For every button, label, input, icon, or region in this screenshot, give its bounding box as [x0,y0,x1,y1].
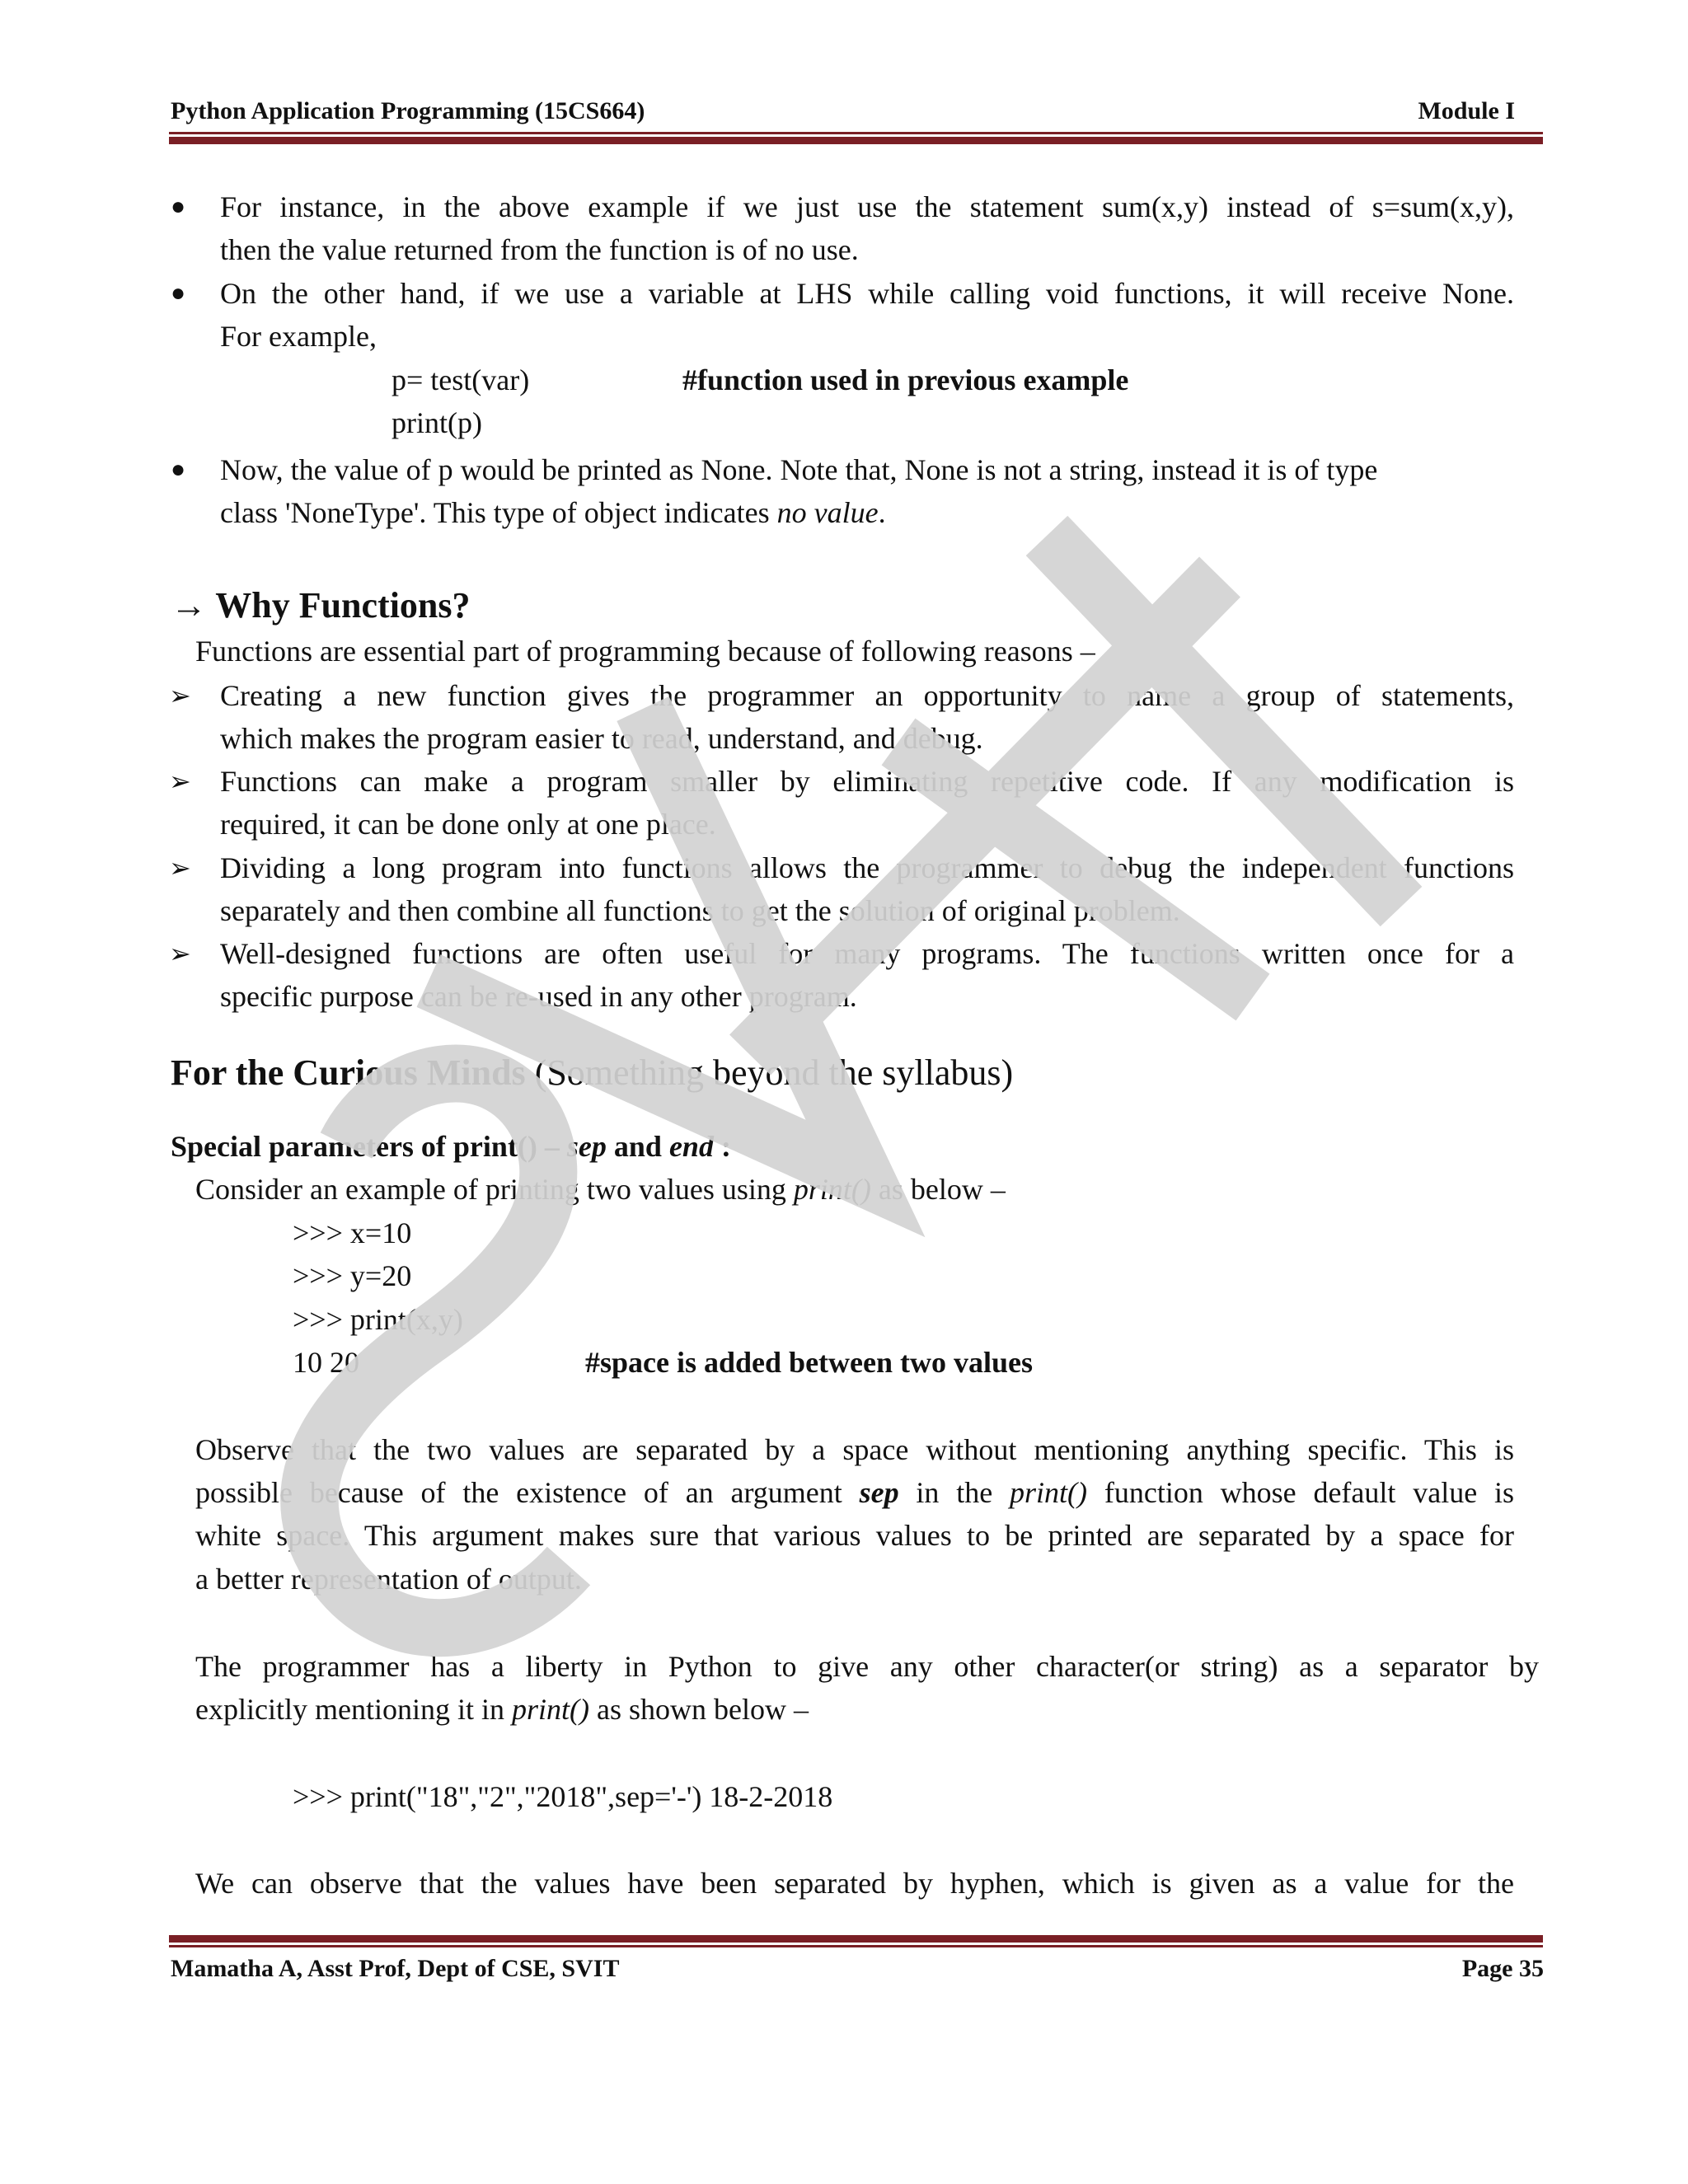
code-line: >>> y=20 [293,1259,412,1292]
code-line: 10 20 [293,1346,359,1379]
header-title: Python Application Programming (15CS664) [171,97,645,124]
para-1-line-4: a better representation of output. [195,1563,582,1596]
para-3-line-1: We can observe that the values have been separated by hyphen, which is given as a value for the [195,1867,1514,1900]
para-1-line-1: Observe that the two values are separated by a space without mentioning anything specific. This is [195,1433,1514,1466]
footer-rule-thick [169,1935,1543,1943]
curious-minds-heading: For the Curious Minds (Something beyond the syllabus) [171,1052,1014,1093]
para-1-line-2: possible because of the existence of an argument sep in the print() function whose default value is [195,1476,1514,1509]
header-module: Module I [1418,97,1515,124]
para-2-line-2: explicitly mentioning it in print() as shown below – [195,1693,809,1726]
arrow-bullet-icon: ➢ [169,766,191,796]
reason-3-line-2: separately and then combine all functions to get the solution of original problem. [220,894,1180,927]
bullet-2-line-2: For example, [220,320,377,353]
code-line: >>> print("18","2","2018",sep='-') 18-2-2018 [293,1780,833,1813]
bullet-1-line-2: then the value returned from the function is of no use. [220,233,859,266]
para-2-line-1: The programmer has a liberty in Python to give any other character(or string) as a separator by [195,1650,1539,1683]
why-functions-intro: Functions are essential part of programming because of following reasons – [195,635,1095,668]
arrow-bullet-icon: ➢ [169,939,191,968]
para-1-line-3: white space. This argument makes sure that various values to be printed are separated by a space for [195,1519,1514,1552]
arrow-bullet-icon: ➢ [169,681,191,710]
bullet-dot: ● [171,193,186,220]
code-comment: #function used in previous example [682,363,1129,396]
bullet-dot: ● [171,456,186,483]
reason-4-line-2: specific purpose can be re-used in any other program. [220,980,857,1013]
code-line: >>> x=10 [293,1216,412,1249]
code-comment: #space is added between two values [585,1346,1034,1379]
special-params-intro: Consider an example of printing two values using print() as below – [195,1173,1006,1206]
special-params-heading: Special parameters of print() – sep and end : [171,1130,731,1163]
bullet-3-line-2: class 'NoneType'. This type of object indicates no value. [220,496,886,529]
header-rule-thick [169,137,1543,144]
reason-2-line-2: required, it can be done only at one place. [220,808,716,841]
reason-3-line-1: Dividing a long program into functions allows the programmer to debug the independent functions [220,851,1514,884]
reason-2-line-1: Functions can make a program smaller by eliminating repetitive code. If any modification is [220,765,1514,798]
reason-1-line-2: which makes the program easier to read, understand, and debug. [220,722,983,755]
arrow-bullet-icon: ➢ [169,853,191,883]
footer-author: Mamatha A, Asst Prof, Dept of CSE, SVIT [171,1955,620,1982]
bullet-dot: ● [171,279,186,307]
code-line: print(p) [392,406,482,439]
footer-page-number: Page 35 [1461,1955,1544,1982]
footer-rule-thin [169,1945,1543,1947]
reason-4-line-1: Well-designed functions are often useful for many programs. The functions written once for a [220,937,1514,970]
bullet-2-line-1: On the other hand, if we use a variable at LHS while calling void functions, it will receive None. [220,277,1514,310]
code-line: >>> print(x,y) [293,1303,463,1336]
bullet-1-line-1: For instance, in the above example if we just use the statement sum(x,y) instead of s=sum(x,y), [220,190,1514,223]
reason-1-line-1: Creating a new function gives the programmer an opportunity to name a group of statements, [220,679,1514,712]
bullet-3-line-1: Now, the value of p would be printed as None. Note that, None is not a string, instead it is of type [220,453,1378,486]
code-line: p= test(var) [392,363,530,396]
why-functions-heading: → Why Functions? [171,585,471,626]
header-rule-thin [169,132,1543,134]
